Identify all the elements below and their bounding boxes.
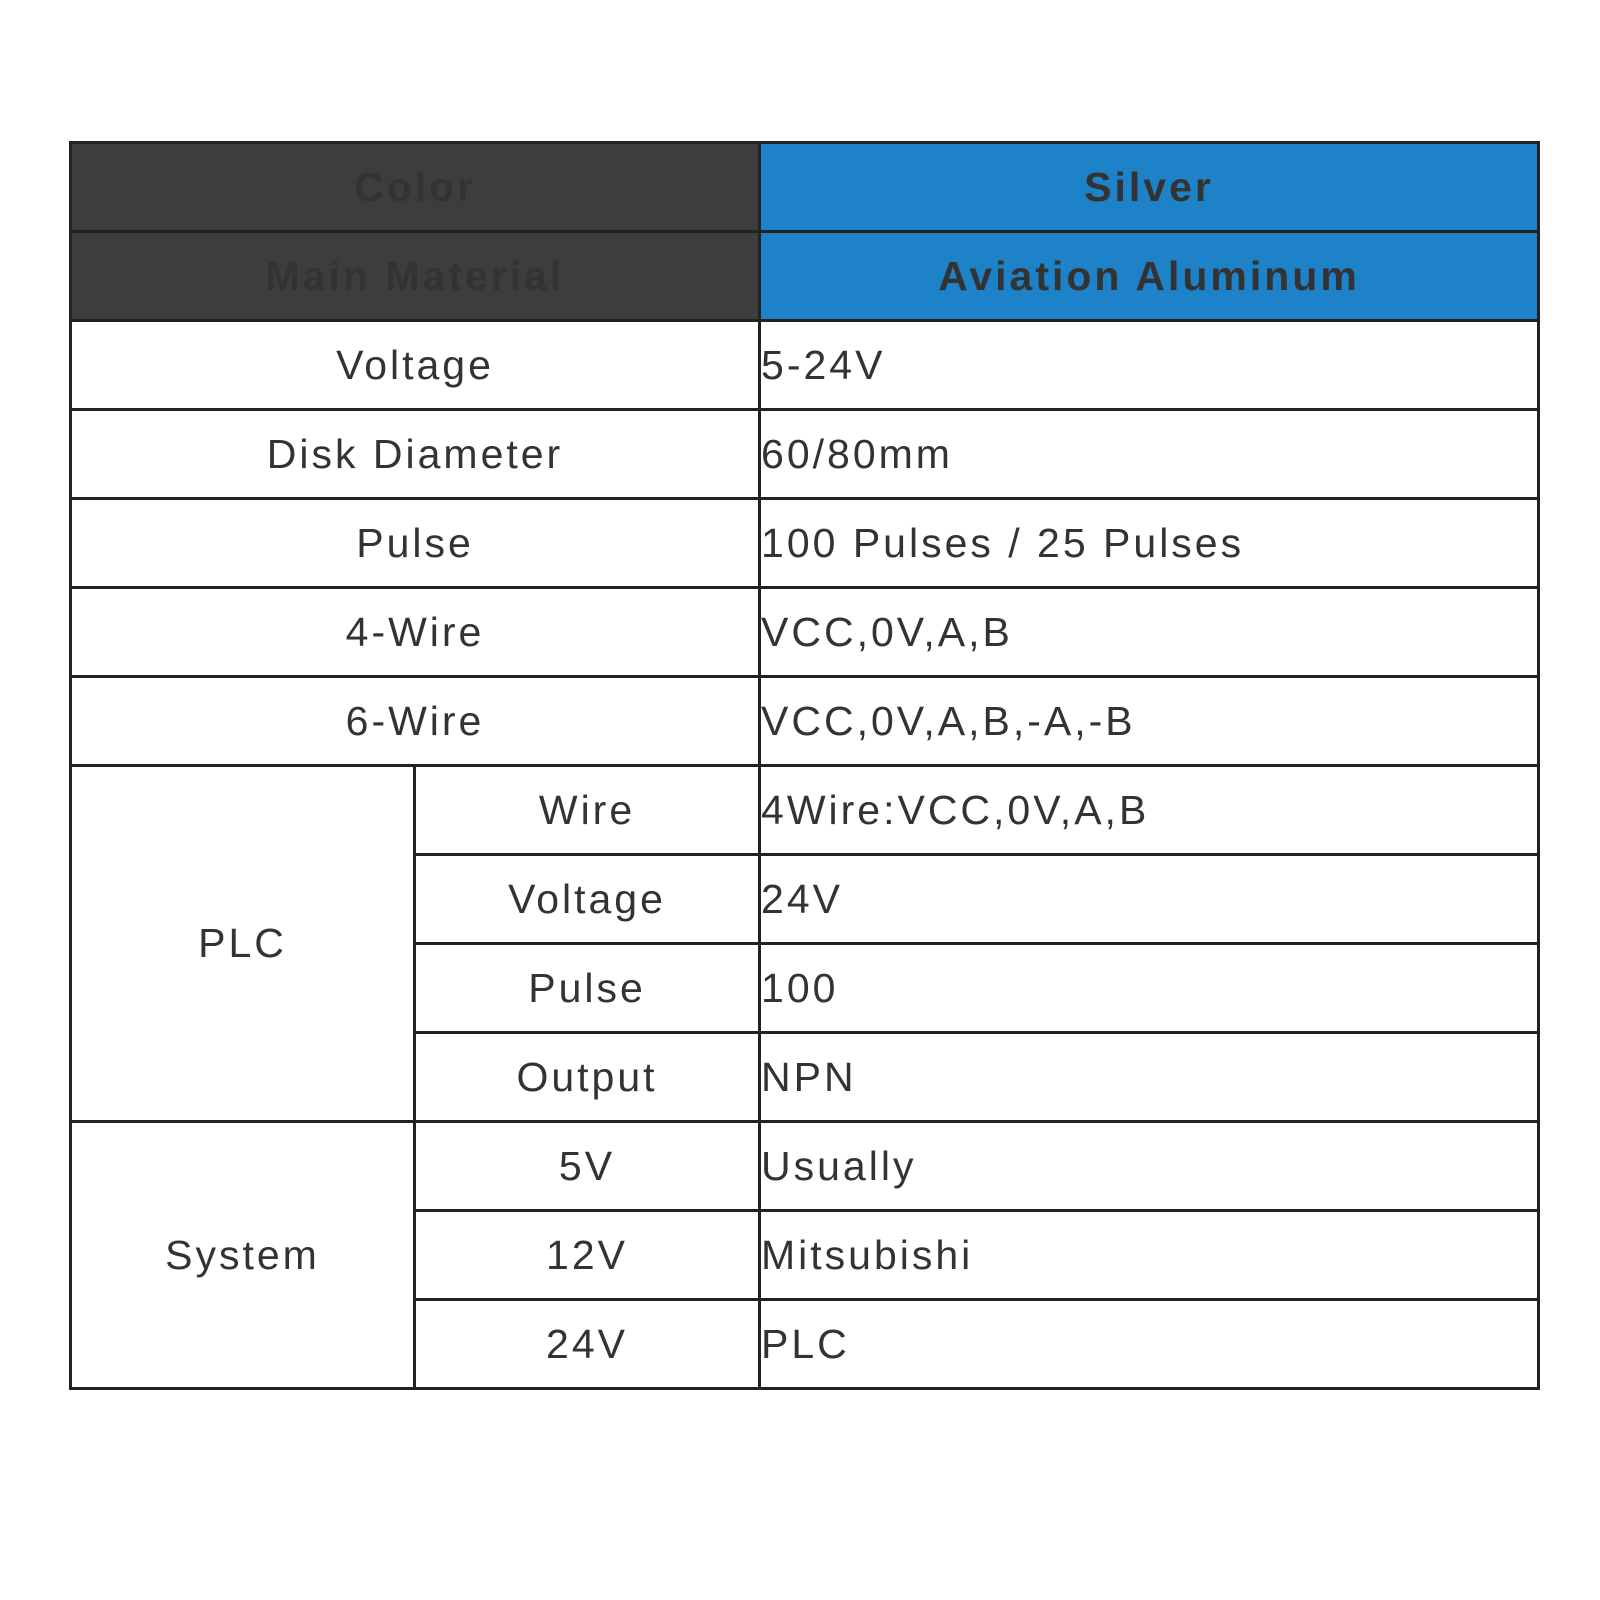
system-5v-label: 5V bbox=[415, 1122, 760, 1211]
plc-group-label: PLC bbox=[71, 766, 415, 1122]
spec-row-6-wire bbox=[71, 677, 1539, 766]
six-wire-label: 6-Wire bbox=[71, 677, 760, 766]
color-label: Color bbox=[71, 143, 760, 232]
system-24v-value: PLC bbox=[760, 1300, 1539, 1389]
plc-pulse-label: Pulse bbox=[415, 944, 760, 1033]
spec-table bbox=[69, 141, 1540, 1390]
six-wire-value: VCC,0V,A,B,-A,-B bbox=[760, 677, 1539, 766]
color-value: Silver bbox=[760, 143, 1539, 232]
plc-wire-value: 4Wire:VCC,0V,A,B bbox=[760, 766, 1539, 855]
plc-voltage-label: Voltage bbox=[415, 855, 760, 944]
plc-output-value: NPN bbox=[760, 1033, 1539, 1122]
disk-diameter-value: 60/80mm bbox=[760, 410, 1539, 499]
plc-output-label: Output bbox=[415, 1033, 760, 1122]
system-24v-label: 24V bbox=[415, 1300, 760, 1389]
plc-voltage-value: 24V bbox=[760, 855, 1539, 944]
disk-diameter-label: Disk Diameter bbox=[71, 410, 760, 499]
system-row-5v bbox=[71, 1122, 1539, 1211]
plc-wire-label: Wire bbox=[415, 766, 760, 855]
pulse-value: 100 Pulses / 25 Pulses bbox=[760, 499, 1539, 588]
spec-row-disk-diameter bbox=[71, 410, 1539, 499]
spec-row-4-wire bbox=[71, 588, 1539, 677]
pulse-label: Pulse bbox=[71, 499, 760, 588]
main-material-label: Main Material bbox=[71, 232, 760, 321]
spec-row-voltage bbox=[71, 321, 1539, 410]
voltage-value: 5-24V bbox=[760, 321, 1539, 410]
system-group-label: System bbox=[71, 1122, 415, 1389]
plc-pulse-value: 100 bbox=[760, 944, 1539, 1033]
main-material-value: Aviation Aluminum bbox=[760, 232, 1539, 321]
system-12v-value: Mitsubishi bbox=[760, 1211, 1539, 1300]
spec-row-pulse bbox=[71, 499, 1539, 588]
spec-row-main-material bbox=[71, 232, 1539, 321]
voltage-label: Voltage bbox=[71, 321, 760, 410]
system-12v-label: 12V bbox=[415, 1211, 760, 1300]
system-5v-value: Usually bbox=[760, 1122, 1539, 1211]
four-wire-value: VCC,0V,A,B bbox=[760, 588, 1539, 677]
four-wire-label: 4-Wire bbox=[71, 588, 760, 677]
plc-row-wire bbox=[71, 766, 1539, 855]
spec-row-color bbox=[71, 143, 1539, 232]
